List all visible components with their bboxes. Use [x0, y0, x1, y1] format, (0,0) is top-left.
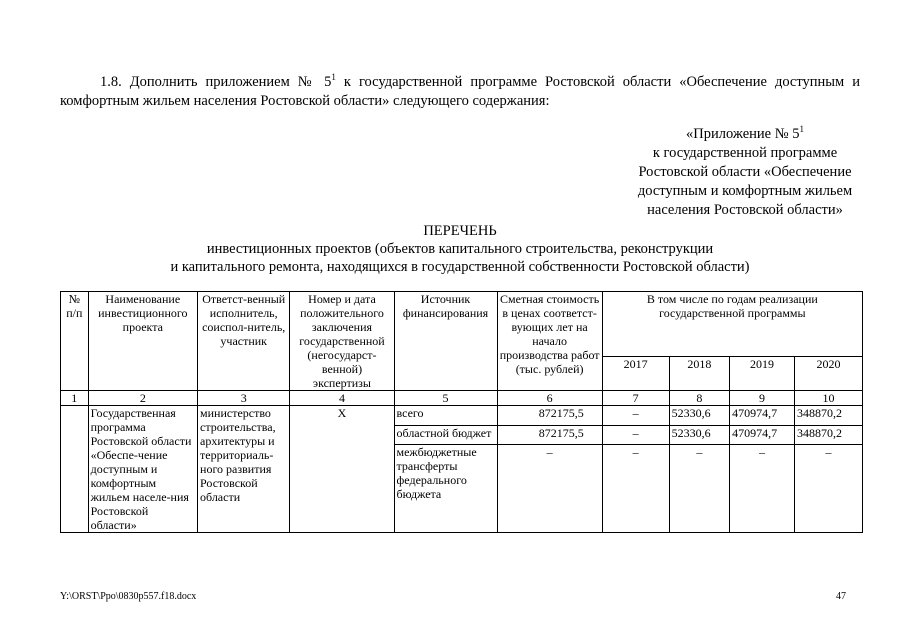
list-heading [60, 222, 860, 276]
table-row [61, 406, 863, 426]
footer-page-number: 47 [836, 591, 846, 602]
header-year-2017: 2017 [602, 357, 669, 391]
column-number: 5 [394, 391, 497, 406]
header-executor: Ответст-венный исполнитель, соиспол-нитель, участник [198, 292, 290, 391]
column-number: 7 [602, 391, 669, 406]
column-number: 3 [198, 391, 290, 406]
year-2020-cell: 348870,2 [794, 425, 862, 445]
header-year-2020: 2020 [794, 357, 862, 391]
appendix-line-1 [600, 120, 890, 144]
year-2017-cell: – [602, 445, 669, 533]
column-number: 1 [61, 391, 89, 406]
appendix-line-3: Ростовской области «Обеспечение [638, 163, 852, 180]
cost-cell: – [497, 445, 602, 533]
year-2019-cell: 470974,7 [730, 425, 795, 445]
source-cell: всего [394, 406, 497, 426]
footer-file-path: Y:\ORST\Ppo\0830p557.f18.docx [60, 591, 197, 602]
column-number: 4 [290, 391, 394, 406]
appendix-line-5: населения Ростовской области» [647, 201, 843, 218]
amendment-paragraph [60, 68, 860, 111]
projects-table [60, 291, 863, 533]
column-number: 2 [88, 391, 197, 406]
amendment-text-start: 1.8. Дополнить приложением № 5 [100, 73, 332, 90]
appendix-prefix: «Приложение № 5 [686, 125, 800, 142]
year-2017-cell: – [602, 425, 669, 445]
header-cost: Сметная стоимость в ценах соответст-вующих лет на начало производства работ (тыс. рублей) [497, 292, 602, 391]
column-number: 8 [669, 391, 730, 406]
header-year-2018: 2018 [669, 357, 730, 391]
column-number: 6 [497, 391, 602, 406]
header-expertise: Номер и дата положительного заключения государственной (негосударст-венной) экспертизы [290, 292, 394, 391]
year-2019-cell: 470974,7 [730, 406, 795, 426]
year-2018-cell: 52330,6 [669, 425, 730, 445]
appendix-superscript: 1 [799, 124, 804, 134]
year-2018-cell: 52330,6 [669, 406, 730, 426]
year-2017-cell: – [602, 406, 669, 426]
year-2020-cell: – [794, 445, 862, 533]
cost-cell: 872175,5 [497, 425, 602, 445]
project-num [61, 406, 89, 533]
header-year-2019: 2019 [730, 357, 795, 391]
source-cell: областной бюджет [394, 425, 497, 445]
appendix-label [600, 120, 890, 220]
appendix-line-2: к государственной программе [652, 144, 838, 161]
column-number: 10 [794, 391, 862, 406]
year-2020-cell: 348870,2 [794, 406, 862, 426]
source-cell: межбюджетные трансферты федерального бюджета [394, 445, 497, 533]
amendment-superscript: 1 [331, 72, 336, 82]
project-name: Государственная программа Ростовской области «Обеспе-чение доступным и комфортным жильем населе-ния Ростовской области» [88, 406, 197, 533]
column-number: 9 [730, 391, 795, 406]
amendment-text-end: к государственной программе Ростовской области «Обеспечение доступным и комфортным жильем населения Ростовской области» следующего содержания: [60, 73, 860, 109]
heading-title: ПЕРЕЧЕНЬ [423, 223, 497, 239]
heading-subtitle-1: инвестиционных проектов (объектов капитального строительства, реконструкции [206, 241, 714, 257]
appendix-line-4: доступным и комфортным жильем [637, 182, 853, 199]
header-num: № п/п [61, 292, 89, 391]
cost-cell: 872175,5 [497, 406, 602, 426]
project-executor: министерство строительства, архитектуры и территориаль-ного развития Ростовской области [198, 406, 290, 533]
header-name: Наименование инвестиционного проекта [88, 292, 197, 391]
header-years-group: В том числе по годам реализации государственной программы [602, 292, 862, 357]
column-number-row [61, 391, 863, 406]
year-2019-cell: – [730, 445, 795, 533]
header-row-1 [61, 292, 863, 357]
project-expertise: Х [290, 406, 394, 533]
header-source: Источник финансирования [394, 292, 497, 391]
heading-subtitle-2: и капитального ремонта, находящихся в государственной собственности Ростовской области) [170, 259, 750, 275]
year-2018-cell: – [669, 445, 730, 533]
